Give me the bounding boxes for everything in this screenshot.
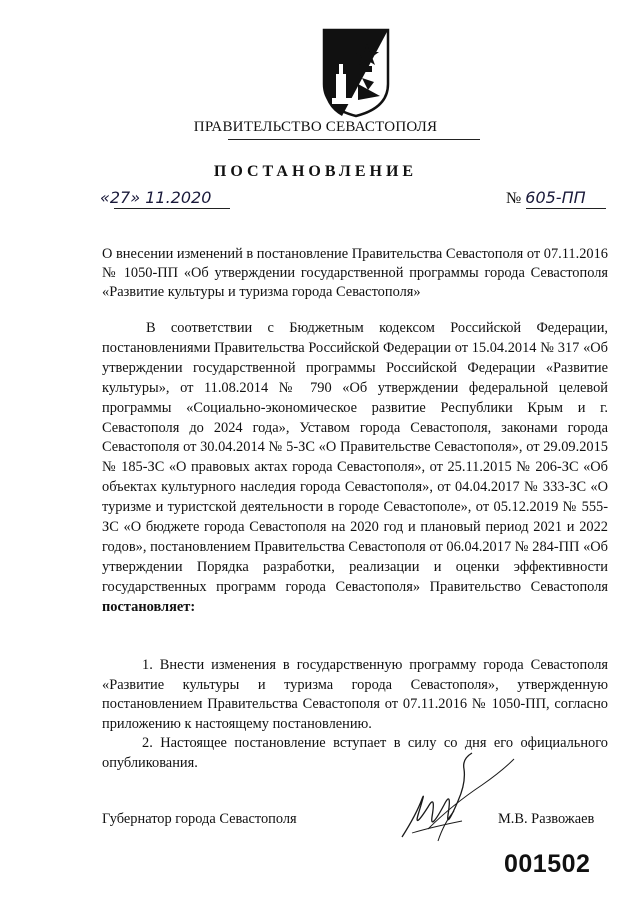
signer-position: Губернатор города Севастополя xyxy=(102,811,297,827)
number-value: 605-ПП xyxy=(525,188,586,207)
document-number xyxy=(506,188,586,208)
preamble-block xyxy=(102,319,608,618)
government-name: ПРАВИТЕЛЬСТВО СЕВАСТОПОЛЯ xyxy=(193,119,438,135)
date-day: 27 xyxy=(109,188,131,207)
preamble-text: В соответствии с Бюджетным кодексом Российской Федерации, постановлениями Правительства Российской Федерации от 15.04.2014 № 317 «Об утверждении государственной программы Российской Федерации «Развитие культуры», от 11.08.2014 № 790 «Об утверждении федеральной целевой программы «Социально-экономическое развитие Республики Крым и г. Севастополя до 2024 года», Уставом города Севастополя, законами города Севастополя от 30.04.2014 № 5-ЗС «О Правительстве Севастополя», от 29.09.2015 № 185-ЗС «О правовых актах города Севастополя», от 25.11.2015 № 206-ЗС «Об объектах культурного наследия города Севастополя», от 04.04.2017 № 333-ЗС «О туризме и туристской деятельности в городе Севастополе», от 05.12.2019 № 555-ЗС «О бюджете города Севастополя на 2020 год и плановый период 2021 и 2022 годов», постановлением Правительства Севастополя от 06.04.2017 № 284-ПП «Об утверждении Порядка разработки, реализации и оценки эффективности государственных программ города Севастополя» Правительство Севастополя xyxy=(102,320,608,595)
number-sign: № xyxy=(506,190,522,207)
government-underline xyxy=(228,139,480,140)
document-date xyxy=(100,188,211,207)
document-subject: О внесении изменений в постановление Правительства Севастополя от 07.11.2016 № 1050-ПП «Об утверждении государственной программы города Севастополя «Развитие культуры и туризма города Севастополя» xyxy=(102,246,608,300)
date-underline xyxy=(114,208,230,209)
serial-number: 001502 xyxy=(504,850,591,878)
handwritten-signature-icon xyxy=(392,745,522,855)
document-type-title: ПОСТАНОВЛЕНИЕ xyxy=(213,163,418,180)
number-underline xyxy=(526,208,606,209)
date-open-quote: « xyxy=(100,188,110,207)
date-month-year: 11.2020 xyxy=(145,188,212,207)
signer-name: М.В. Развожаев xyxy=(498,811,595,827)
coat-of-arms-icon xyxy=(318,24,394,120)
resolution-item-2: 2. Настоящее постановление вступает в силу со дня его официального опубликования. xyxy=(102,735,608,771)
resolves-keyword: постановляет: xyxy=(102,598,196,615)
date-close-quote: » xyxy=(130,188,141,207)
resolution-items xyxy=(102,656,608,773)
resolution-item-1: 1. Внести изменения в государственную программу города Севастополя «Развитие культуры и туризма города Севастополя», утвержденную постановлением Правительства Севастополя от 07.11.2016 № 1050-ПП, согласно приложению к настоящему постановлению. xyxy=(102,657,608,732)
